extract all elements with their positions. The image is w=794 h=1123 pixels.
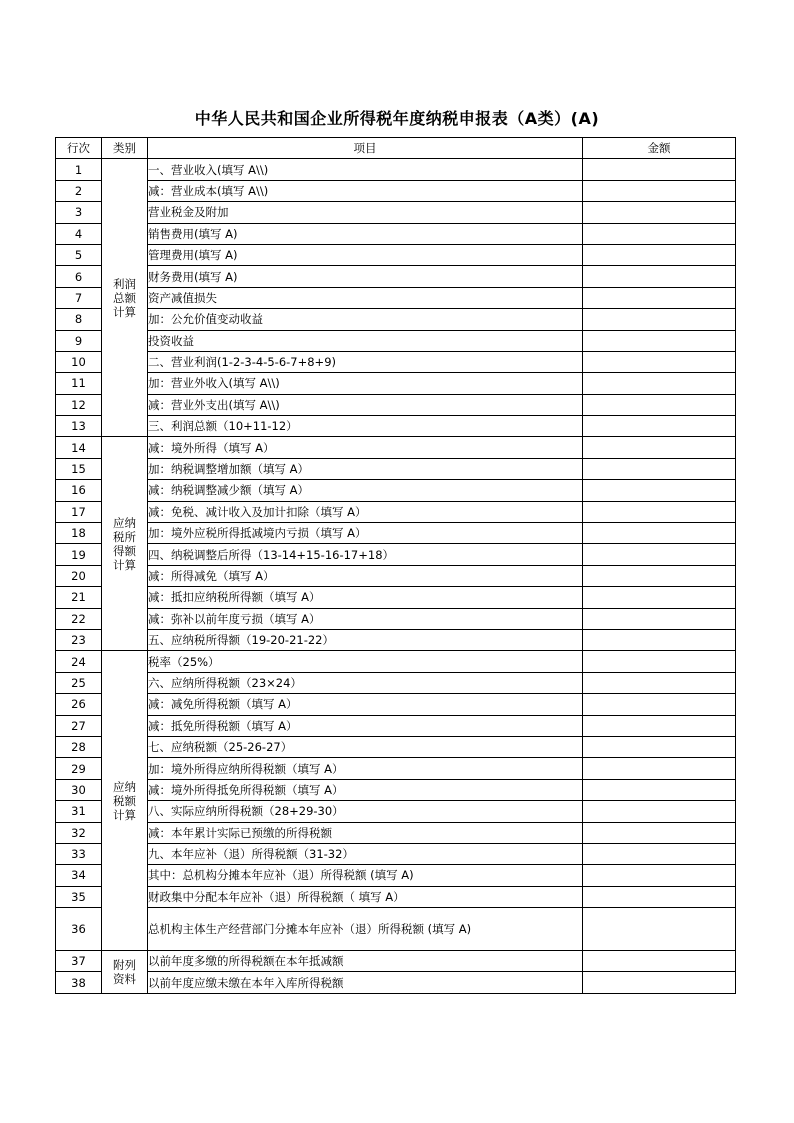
amount-field[interactable]	[583, 694, 736, 715]
table-row	[56, 758, 736, 779]
item-label: 管理费用(填写 A)	[148, 244, 583, 265]
amount-field[interactable]	[583, 330, 736, 351]
amount-field[interactable]	[583, 651, 736, 672]
amount-field[interactable]	[583, 736, 736, 757]
category-label-line: 利润	[113, 276, 136, 291]
item-label: 总机构主体生产经营部门分摊本年应补（退）所得税额 (填写 A)	[148, 908, 583, 951]
table-row	[56, 565, 736, 586]
item-label: 减：营业成本(填写 A\\)	[148, 180, 583, 201]
row-number: 15	[56, 458, 102, 479]
table-row	[56, 437, 736, 458]
item-label: 减：营业外支出(填写 A\\)	[148, 394, 583, 415]
row-number: 2	[56, 180, 102, 201]
amount-field[interactable]	[583, 908, 736, 951]
tax-return-table	[55, 137, 736, 994]
item-label: 八、实际应纳所得税额（28+29-30）	[148, 801, 583, 822]
item-label: 加：境外应税所得抵减境内亏损（填写 A）	[148, 523, 583, 544]
row-number: 28	[56, 736, 102, 757]
row-number: 11	[56, 373, 102, 394]
item-label: 减：减免所得税额（填写 A）	[148, 694, 583, 715]
table-row	[56, 886, 736, 907]
table-row	[56, 501, 736, 522]
item-label: 减：弥补以前年度亏损（填写 A）	[148, 608, 583, 629]
item-label: 一、营业收入(填写 A\\)	[148, 159, 583, 180]
row-number: 29	[56, 758, 102, 779]
item-label: 六、应纳所得税额（23×24）	[148, 672, 583, 693]
row-number: 23	[56, 629, 102, 650]
header-row-no: 行次	[56, 138, 102, 159]
item-label: 加：境外所得应纳所得税额（填写 A）	[148, 758, 583, 779]
table-row	[56, 629, 736, 650]
item-label: 三、利润总额（10+11-12）	[148, 416, 583, 437]
table-row	[56, 544, 736, 565]
item-label: 七、应纳税额（25-26-27）	[148, 736, 583, 757]
amount-field[interactable]	[583, 523, 736, 544]
table-row	[56, 480, 736, 501]
table-row	[56, 972, 736, 993]
form-title: 中华人民共和国企业所得税年度纳税申报表（A类）(A)	[194, 109, 600, 128]
item-label: 减：本年累计实际已预缴的所得税额	[148, 822, 583, 843]
amount-field[interactable]	[583, 458, 736, 479]
table-row	[56, 587, 736, 608]
amount-field[interactable]	[583, 565, 736, 586]
row-number: 9	[56, 330, 102, 351]
category-label-line: 附列	[113, 957, 136, 972]
row-number: 8	[56, 309, 102, 330]
row-number: 20	[56, 565, 102, 586]
row-number: 5	[56, 244, 102, 265]
item-label: 资产减值损失	[148, 287, 583, 308]
table-row	[56, 779, 736, 800]
amount-field[interactable]	[583, 951, 736, 972]
amount-field[interactable]	[583, 715, 736, 736]
row-number: 6	[56, 266, 102, 287]
category-label-line: 应纳	[113, 779, 136, 794]
category-attached-info	[102, 951, 148, 994]
row-number: 16	[56, 480, 102, 501]
category-profit-calculation	[102, 159, 148, 437]
amount-field[interactable]	[583, 266, 736, 287]
table-row	[56, 223, 736, 244]
amount-field[interactable]	[583, 672, 736, 693]
table-row	[56, 244, 736, 265]
amount-field[interactable]	[583, 351, 736, 372]
table-row	[56, 416, 736, 437]
item-label: 投资收益	[148, 330, 583, 351]
item-label: 其中：总机构分摊本年应补（退）所得税额 (填写 A)	[148, 865, 583, 886]
amount-field[interactable]	[583, 480, 736, 501]
amount-field[interactable]	[583, 822, 736, 843]
table-row	[56, 287, 736, 308]
row-number: 26	[56, 694, 102, 715]
table-row	[56, 330, 736, 351]
table-row	[56, 608, 736, 629]
row-number: 22	[56, 608, 102, 629]
item-label: 加：纳税调整增加额（填写 A）	[148, 458, 583, 479]
row-number: 34	[56, 865, 102, 886]
amount-field[interactable]	[583, 394, 736, 415]
amount-field[interactable]	[583, 972, 736, 993]
row-number: 13	[56, 416, 102, 437]
item-label: 销售费用(填写 A)	[148, 223, 583, 244]
row-number: 35	[56, 886, 102, 907]
header-category: 类别	[102, 138, 148, 159]
amount-field[interactable]	[583, 801, 736, 822]
row-number: 25	[56, 672, 102, 693]
amount-field[interactable]	[583, 544, 736, 565]
category-tax-payable-calculation	[102, 651, 148, 951]
amount-field[interactable]	[583, 223, 736, 244]
amount-field[interactable]	[583, 309, 736, 330]
item-label: 四、纳税调整后所得（13-14+15-16-17+18）	[148, 544, 583, 565]
table-row	[56, 651, 736, 672]
item-label: 减：境外所得抵免所得税额（填写 A）	[148, 779, 583, 800]
table-row	[56, 159, 736, 180]
item-label: 减：抵扣应纳税所得额（填写 A）	[148, 587, 583, 608]
item-label: 减：所得减免（填写 A）	[148, 565, 583, 586]
item-label: 以前年度应缴未缴在本年入库所得税额	[148, 972, 583, 993]
amount-field[interactable]	[583, 202, 736, 223]
table-row	[56, 373, 736, 394]
amount-field[interactable]	[583, 779, 736, 800]
row-number: 30	[56, 779, 102, 800]
item-label: 九、本年应补（退）所得税额（31-32）	[148, 843, 583, 864]
category-label-line: 计算	[113, 807, 136, 822]
item-label: 二、营业利润(1-2-3-4-5-6-7+8+9)	[148, 351, 583, 372]
category-label-line: 资料	[113, 971, 136, 986]
item-label: 财务费用(填写 A)	[148, 266, 583, 287]
row-number: 18	[56, 523, 102, 544]
table-row	[56, 694, 736, 715]
header-row	[56, 138, 736, 159]
row-number: 14	[56, 437, 102, 458]
row-number: 38	[56, 972, 102, 993]
table-row	[56, 715, 736, 736]
table-row	[56, 908, 736, 951]
amount-field[interactable]	[583, 416, 736, 437]
category-label-line: 税额	[113, 793, 136, 808]
row-number: 19	[56, 544, 102, 565]
row-number: 31	[56, 801, 102, 822]
table-row	[56, 351, 736, 372]
amount-field[interactable]	[583, 886, 736, 907]
row-number: 37	[56, 951, 102, 972]
amount-field[interactable]	[583, 373, 736, 394]
item-label: 加：营业外收入(填写 A\\)	[148, 373, 583, 394]
row-number: 7	[56, 287, 102, 308]
row-number: 21	[56, 587, 102, 608]
row-number: 33	[56, 843, 102, 864]
row-number: 4	[56, 223, 102, 244]
header-amount: 金额	[583, 138, 736, 159]
table-row	[56, 843, 736, 864]
item-label: 加：公允价值变动收益	[148, 309, 583, 330]
table-row	[56, 266, 736, 287]
category-label-line: 得额	[113, 543, 136, 558]
table-row	[56, 822, 736, 843]
item-label: 财政集中分配本年应补（退）所得税额（ 填写 A）	[148, 886, 583, 907]
category-taxable-income-calculation	[102, 437, 148, 651]
row-number: 32	[56, 822, 102, 843]
row-number: 1	[56, 159, 102, 180]
amount-field[interactable]	[583, 244, 736, 265]
amount-field[interactable]	[583, 180, 736, 201]
item-label: 税率（25%）	[148, 651, 583, 672]
table-row	[56, 801, 736, 822]
table-row	[56, 951, 736, 972]
row-number: 24	[56, 651, 102, 672]
amount-field[interactable]	[583, 587, 736, 608]
row-number: 17	[56, 501, 102, 522]
item-label: 五、应纳税所得额（19-20-21-22）	[148, 629, 583, 650]
row-number: 10	[56, 351, 102, 372]
category-label-line: 计算	[113, 557, 136, 572]
table-row	[56, 865, 736, 886]
amount-field[interactable]	[583, 159, 736, 180]
table-row	[56, 523, 736, 544]
row-number: 12	[56, 394, 102, 415]
amount-field[interactable]	[583, 608, 736, 629]
table-row	[56, 736, 736, 757]
table-row	[56, 202, 736, 223]
category-label-line: 总额	[113, 290, 136, 305]
row-number: 36	[56, 908, 102, 951]
table-row	[56, 394, 736, 415]
item-label: 减：境外所得（填写 A）	[148, 437, 583, 458]
category-label-line: 税所	[113, 529, 136, 544]
amount-field[interactable]	[583, 437, 736, 458]
item-label: 减：免税、减计收入及加计扣除（填写 A）	[148, 501, 583, 522]
item-label: 营业税金及附加	[148, 202, 583, 223]
amount-field[interactable]	[583, 758, 736, 779]
row-number: 3	[56, 202, 102, 223]
amount-field[interactable]	[583, 865, 736, 886]
table-row	[56, 672, 736, 693]
header-item: 项目	[148, 138, 583, 159]
amount-field[interactable]	[583, 287, 736, 308]
category-label-line: 应纳	[113, 515, 136, 530]
amount-field[interactable]	[583, 629, 736, 650]
table-row	[56, 180, 736, 201]
row-number: 27	[56, 715, 102, 736]
item-label: 以前年度多缴的所得税额在本年抵减额	[148, 951, 583, 972]
item-label: 减：纳税调整减少额（填写 A）	[148, 480, 583, 501]
amount-field[interactable]	[583, 501, 736, 522]
category-label-line: 计算	[113, 304, 136, 319]
table-row	[56, 309, 736, 330]
table-row	[56, 458, 736, 479]
item-label: 减：抵免所得税额（填写 A）	[148, 715, 583, 736]
amount-field[interactable]	[583, 843, 736, 864]
